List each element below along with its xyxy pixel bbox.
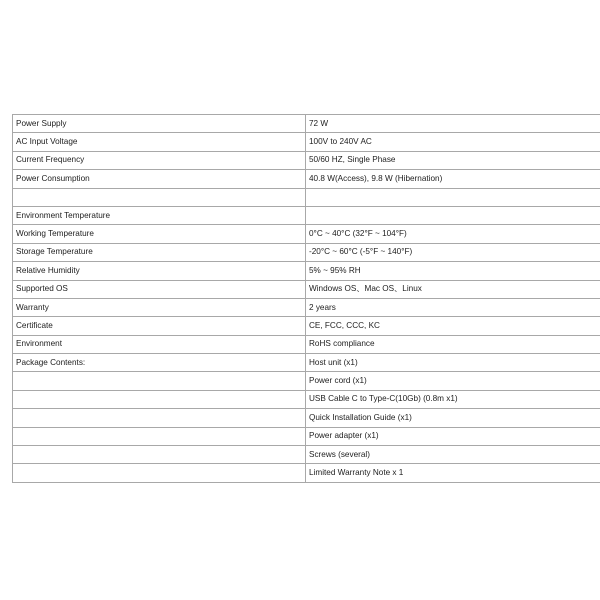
spec-label [13, 372, 306, 390]
table-row [13, 206, 600, 224]
table-row [13, 335, 600, 353]
table-row [13, 464, 600, 482]
table-row [13, 409, 600, 427]
spec-value: 0°C ~ 40°C (32°F ~ 104°F) [306, 225, 600, 243]
spec-value: -20°C ~ 60°C (-5°F ~ 140°F) [306, 243, 600, 261]
table-row [13, 225, 600, 243]
spec-value [306, 188, 600, 206]
spec-value: Windows OS、Mac OS、Linux [306, 280, 600, 298]
spec-value: 72 W [306, 115, 600, 133]
spec-label: Storage Temperature [13, 243, 306, 261]
spec-label [13, 427, 306, 445]
table-row [13, 262, 600, 280]
table-row [13, 372, 600, 390]
spec-value: 50/60 HZ, Single Phase [306, 151, 600, 169]
spec-label [13, 188, 306, 206]
spec-label: Supported OS [13, 280, 306, 298]
table-row [13, 188, 600, 206]
spec-value: 2 years [306, 298, 600, 316]
table-row [13, 298, 600, 316]
spec-label: Package Contents: [13, 354, 306, 372]
spec-value: Power cord (x1) [306, 372, 600, 390]
spec-value: Power adapter (x1) [306, 427, 600, 445]
spec-table [12, 114, 600, 483]
spec-label [13, 446, 306, 464]
spec-label: Power Consumption [13, 170, 306, 188]
spec-value: Host unit (x1) [306, 354, 600, 372]
spec-label: AC Input Voltage [13, 133, 306, 151]
spec-value: 5% ~ 95% RH [306, 262, 600, 280]
spec-label [13, 464, 306, 482]
table-row [13, 390, 600, 408]
spec-label: Current Frequency [13, 151, 306, 169]
table-row [13, 354, 600, 372]
spec-label: Warranty [13, 298, 306, 316]
table-row [13, 133, 600, 151]
spec-value: 100V to 240V AC [306, 133, 600, 151]
spec-value: CE, FCC, CCC, KC [306, 317, 600, 335]
spec-value: USB Cable C to Type-C(10Gb) (0.8m x1) [306, 390, 600, 408]
table-row [13, 115, 600, 133]
spec-table-body [13, 115, 600, 483]
spec-value: Screws (several) [306, 446, 600, 464]
table-row [13, 427, 600, 445]
spec-value: RoHS compliance [306, 335, 600, 353]
spec-label: Environment [13, 335, 306, 353]
spec-label [13, 409, 306, 427]
spec-label: Power Supply [13, 115, 306, 133]
spec-label: Working Temperature [13, 225, 306, 243]
table-row [13, 170, 600, 188]
spec-value: Quick Installation Guide (x1) [306, 409, 600, 427]
table-row [13, 151, 600, 169]
spec-value: 40.8 W(Access), 9.8 W (Hibernation) [306, 170, 600, 188]
spec-label: Relative Humidity [13, 262, 306, 280]
table-row [13, 280, 600, 298]
spec-label [13, 390, 306, 408]
spec-label: Environment Temperature [13, 206, 306, 224]
spec-value: Limited Warranty Note x 1 [306, 464, 600, 482]
table-row [13, 446, 600, 464]
table-row [13, 243, 600, 261]
table-row [13, 317, 600, 335]
spec-label: Certificate [13, 317, 306, 335]
spec-value [306, 206, 600, 224]
